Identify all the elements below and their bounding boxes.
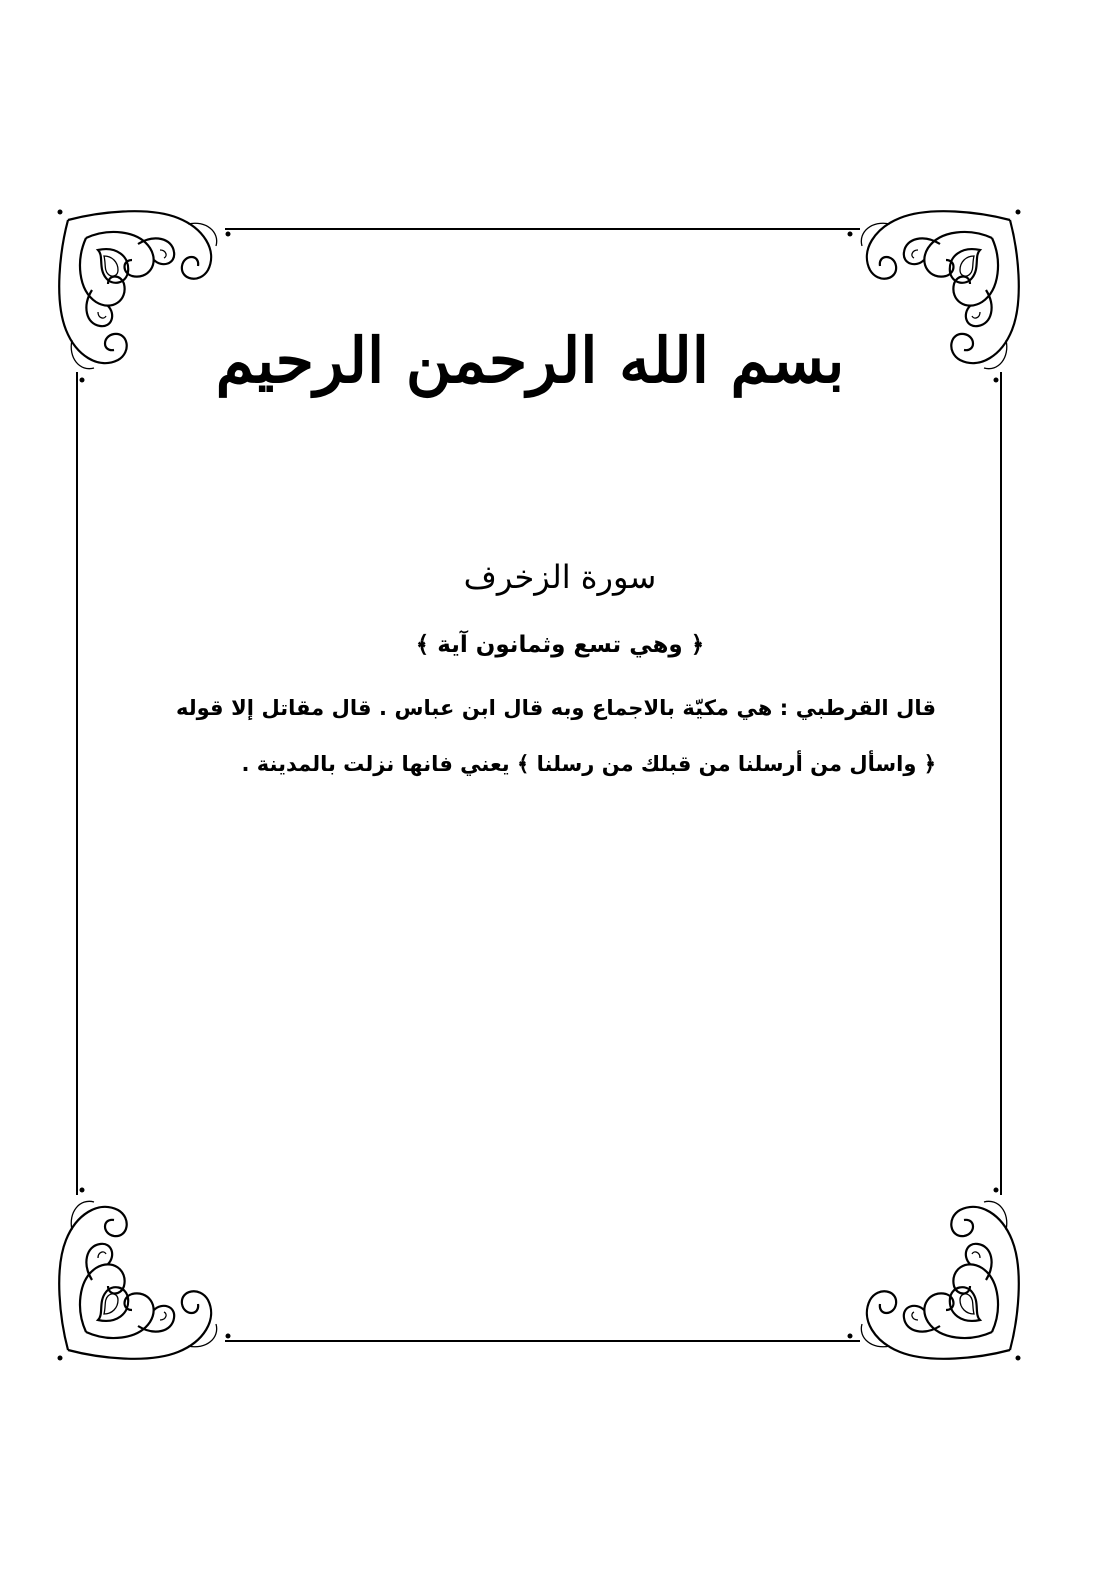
intro-paragraph: قال القرطبي : هي مكيّة بالاجماع وبه قال ابن عباس . قال مقاتل إلا قوله ﴿ واسأل من أرسلنا من قبلك من رسلنا ﴾ يعني فانها نزلت بالمدينة . [176,696,936,776]
corner-ornament-bottom-left [58,1188,231,1361]
verse-count-line: ﴿ وهي تسع وثمانون آية ﴾ [415,632,705,658]
corner-ornament-bottom-right [848,1188,1021,1361]
corner-ornament-top-right [848,210,1021,383]
corner-ornament-top-left [58,210,231,383]
surah-title: سورة الزخرف [463,558,657,596]
basmala-calligraphy: بسم الله الرحمن الرحيم [215,323,845,397]
